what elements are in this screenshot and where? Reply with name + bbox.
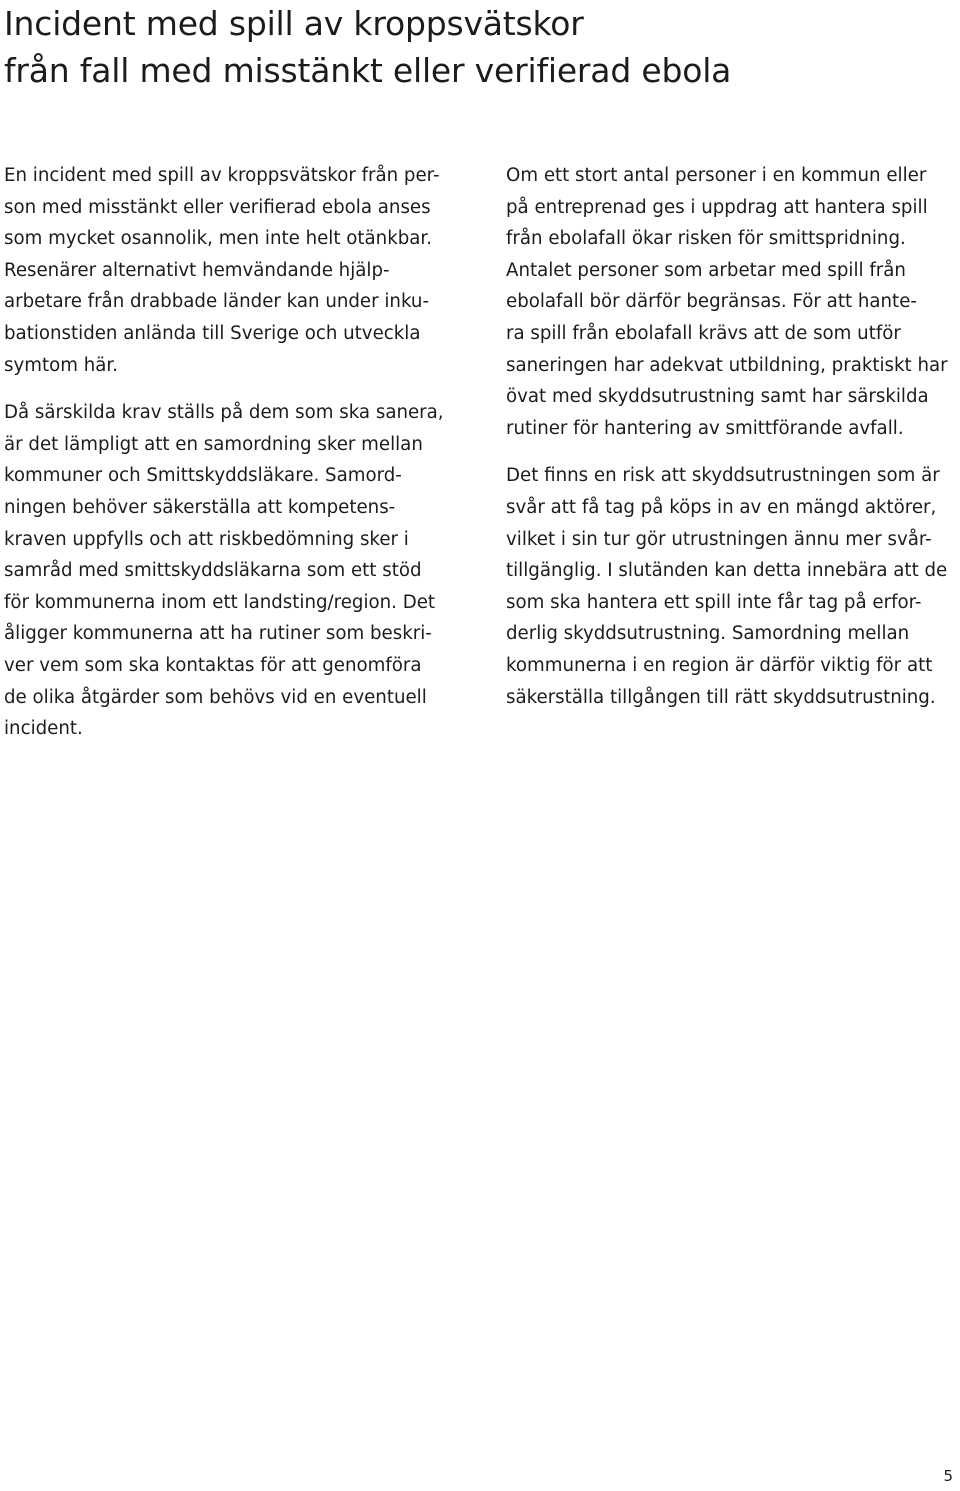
paragraph — [506, 160, 960, 444]
text-line: ra spill från ebolafall krävs att de som utför — [506, 322, 901, 344]
paragraph — [506, 460, 960, 713]
text-line: tillgänglig. I slutänden kan detta innebära att de — [506, 560, 948, 582]
text-line: Resenärer alternativt hemvändande hjälp- — [4, 259, 390, 281]
text-line: ver vem som ska kontaktas för att genomföra — [4, 654, 422, 676]
text-line: som ska hantera ett spill inte får tag på erfor- — [506, 591, 922, 613]
text-line: arbetare från drabbade länder kan under inku- — [4, 291, 430, 313]
text-line: från ebolafall ökar risken för smittspridning. — [506, 228, 906, 250]
text-line: Då särskilda krav ställs på dem som ska sanera, — [4, 402, 444, 424]
text-line: derlig skyddsutrustning. Samordning mellan — [506, 623, 910, 645]
text-line: Om ett stort antal personer i en kommun eller — [506, 165, 927, 186]
text-line: som mycket osannolik, men inte helt otänkbar. — [4, 228, 433, 250]
text-line: ningen behöver säkerställa att kompetens- — [4, 496, 396, 518]
text-line: bationstiden anlända till Sverige och utveckla — [4, 322, 421, 344]
text-line: övat med skyddsutrustning samt har särskilda — [506, 386, 929, 408]
text-line: ebolafall bör därför begränsas. För att hante- — [506, 291, 917, 313]
text-line: son med misstänkt eller verifierad ebola anses — [4, 196, 431, 218]
text-line: Antalet personer som arbetar med spill från — [506, 259, 906, 281]
text-line: symtom här. — [4, 354, 118, 376]
text-line: rutiner för hantering av smittförande avfall. — [506, 417, 904, 439]
page-number: 5 — [943, 1467, 953, 1485]
text-line: saneringen har adekvat utbildning, praktiskt har — [506, 354, 948, 376]
text-line: En incident med spill av kroppsvätskor från per- — [4, 165, 440, 186]
text-line: för kommunerna inom ett landsting/region. Det — [4, 591, 436, 613]
text-line: Det finns en risk att skyddsutrustningen som är — [506, 465, 940, 487]
paragraph — [4, 160, 474, 381]
text-line: kommuner och Smittskyddsläkare. Samord- — [4, 465, 402, 487]
paragraph — [4, 397, 474, 745]
text-line: kommunerna i en region är därför viktig för att — [506, 654, 933, 676]
text-line: vilket i sin tur gör utrustningen ännu mer svår- — [506, 528, 932, 550]
text-line: på entreprenad ges i uppdrag att hantera spill — [506, 196, 928, 218]
text-line: är det lämpligt att en samordning sker mellan — [4, 433, 423, 455]
text-line: de olika åtgärder som behövs vid en eventuell — [4, 686, 427, 708]
text-line: svår att få tag på köps in av en mängd aktörer, — [506, 496, 937, 518]
text-line: åligger kommunerna att ha rutiner som beskri- — [4, 623, 432, 645]
title-line: Incident med spill av kroppsvätskor — [4, 4, 584, 43]
text-line: incident. — [4, 718, 83, 740]
text-line: kraven uppfylls och att riskbedömning sker i — [4, 528, 409, 550]
text-line: samråd med smittskyddsläkarna som ett stöd — [4, 560, 422, 582]
page-title — [4, 0, 944, 94]
text-line: säkerställa tillgången till rätt skyddsutrustning. — [506, 686, 936, 708]
left-column — [4, 160, 474, 761]
title-line: från fall med misstänkt eller verifierad ebola — [4, 51, 732, 90]
right-column — [506, 160, 960, 729]
